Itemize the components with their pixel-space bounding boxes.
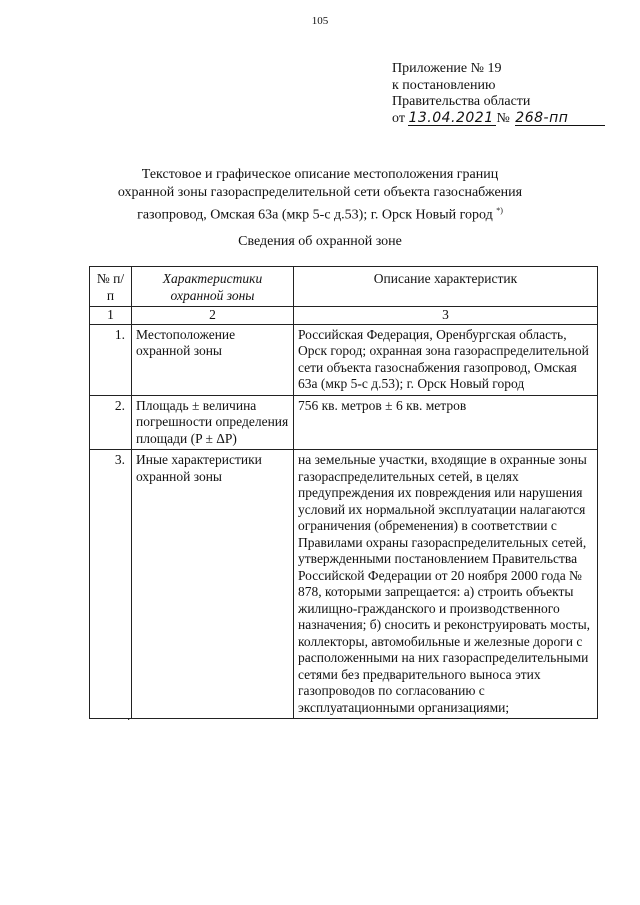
column-index: 1 bbox=[90, 307, 132, 325]
row-num: 1. bbox=[90, 324, 132, 395]
zone-info-table bbox=[89, 266, 598, 719]
handwritten-number: 268-пп bbox=[515, 112, 605, 126]
appendix-line-2: к постановлению bbox=[392, 77, 496, 93]
table-header-row bbox=[90, 267, 598, 307]
header-characteristic: Характеристики охранной зоны bbox=[132, 267, 294, 307]
section-subtitle: Сведения об охранной зоне bbox=[238, 234, 402, 249]
row-num: 2. bbox=[90, 395, 132, 450]
appendix-dateline bbox=[392, 111, 605, 128]
row-description: 756 кв. метров ± 6 кв. метров bbox=[294, 395, 598, 450]
column-index: 3 bbox=[294, 307, 598, 325]
table-row bbox=[90, 450, 598, 719]
row-characteristic: Местоположение охранной зоны bbox=[132, 324, 294, 395]
page-number: 105 bbox=[311, 15, 329, 27]
stray-mark: · bbox=[127, 715, 131, 726]
appendix-line-3: Правительства области bbox=[392, 94, 531, 109]
title-line-3 bbox=[100, 202, 540, 225]
row-description: Российская Федерация, Оренбургская область, Орск город; охранная зона газораспределительной сети объекта газоснабжения газопровод, Омская 63а (мкр 5-с д.53); г. Орск Новый город bbox=[294, 324, 598, 395]
title-line-1: Текстовое и графическое описание местоположения границ bbox=[141, 167, 499, 182]
title-line-3-text: газопровод, Омская 63а (мкр 5-с д.53); г. Орск Новый город bbox=[137, 207, 493, 223]
date-prefix: от bbox=[392, 110, 405, 126]
handwritten-date: 13.04.2021 bbox=[408, 112, 496, 126]
number-prefix: № bbox=[496, 110, 510, 126]
row-num: 3. bbox=[90, 450, 132, 719]
title-line-2: охранной зоны газораспределительной сети объекта газоснабжения bbox=[117, 185, 523, 200]
appendix-line-1: Приложение № 19 bbox=[392, 61, 502, 76]
table-row bbox=[90, 395, 598, 450]
appendix-header bbox=[392, 61, 605, 127]
header-num: № п/п bbox=[90, 267, 132, 307]
column-index-row bbox=[90, 307, 598, 325]
row-characteristic: Иные характеристики охранной зоны bbox=[132, 450, 294, 719]
row-description: на земельные участки, входящие в охранные зоны газораспределительных сетей, в целях предупреждения их повреждения или нарушения условий их нормальной эксплуатации налагаются ограничения (обременения) в соответствии с Правилами охраны газораспределительных сетей, утвержденными постановлением Правительства Российской Федерации от 20 ноября 2000 года № 878, которыми запрещается: а) строить объекты жилищно-гражданского и производственного назначения; б) сносить и реконструировать мосты, коллекторы, автомобильные и железные дороги с расположенными на них газораспределительными сетями без предварительного выноса этих газопроводов по согласованию с эксплуатационными организациями; bbox=[294, 450, 598, 719]
row-characteristic: Площадь ± величина погрешности определения площади (P ± ΔP) bbox=[132, 395, 294, 450]
header-description: Описание характеристик bbox=[294, 267, 598, 307]
footnote-mark: *) bbox=[496, 206, 503, 215]
column-index: 2 bbox=[132, 307, 294, 325]
table-row bbox=[90, 324, 598, 395]
document-title bbox=[100, 166, 540, 225]
